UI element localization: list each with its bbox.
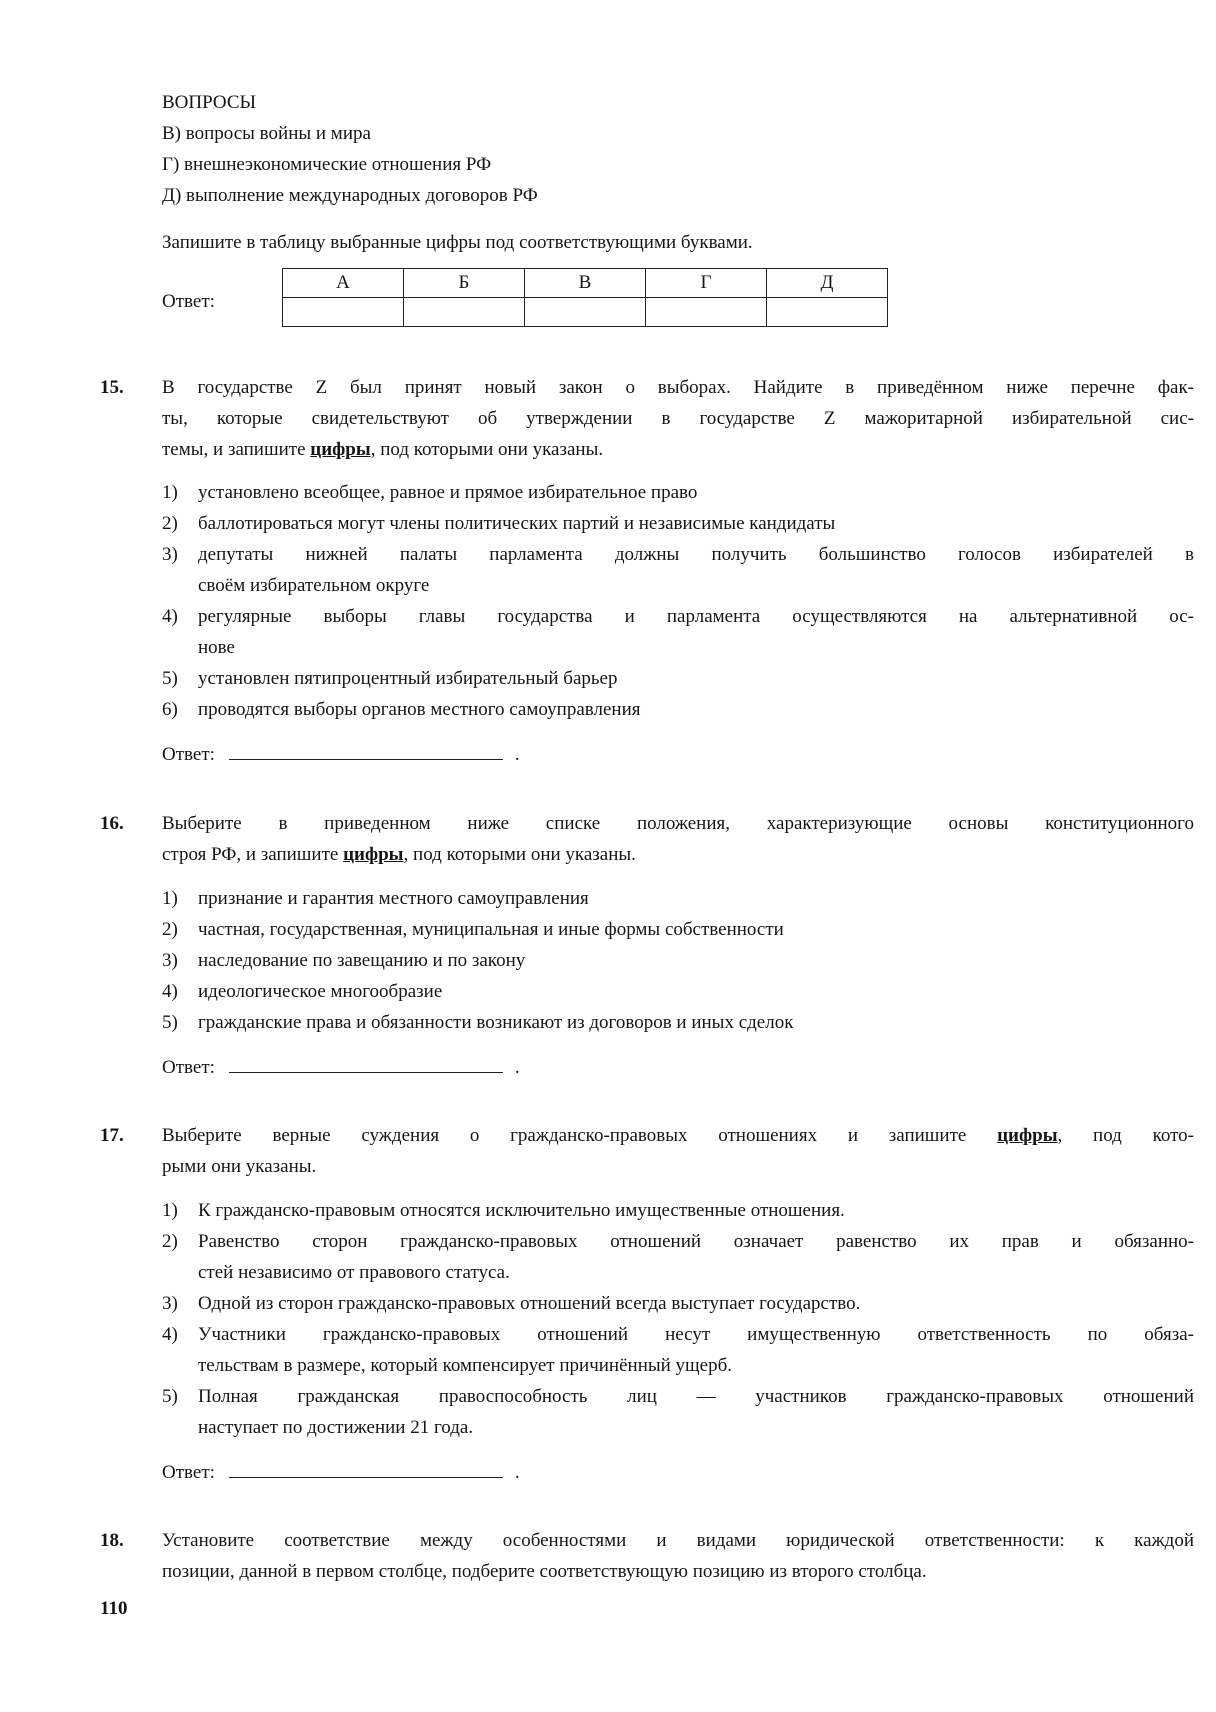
item-text-continued: тельствам в размере, который компенсирует причинённый ущерб. xyxy=(198,1355,733,1376)
question-text: В государстве Z был принят новый закон о выборах. Найдите в приведённом ниже перечне фак- xyxy=(162,377,1194,398)
answer-cell[interactable] xyxy=(404,298,525,327)
item-text: гражданские права и обязанности возникают из договоров и иных сделок xyxy=(198,1012,794,1033)
section-heading: ВОПРОСЫ xyxy=(162,92,257,113)
item-number: 1) xyxy=(162,888,178,909)
item-text-continued: наступает по достижении 21 года. xyxy=(198,1417,474,1438)
item-text: регулярные выборы главы государства и парламента осуществляются на альтернативной ос- xyxy=(198,606,1194,627)
item-text: Одной из сторон гражданско-правовых отношений всегда выступает государство. xyxy=(198,1293,861,1314)
item-number: 2) xyxy=(162,1231,178,1252)
answer-cell[interactable] xyxy=(283,298,404,327)
item-text: депутаты нижней палаты парламента должны получить большинство голосов избирателей в xyxy=(198,544,1194,565)
answer-label: Ответ: xyxy=(162,744,215,765)
answer-blank[interactable] xyxy=(229,1459,503,1478)
question-number: 16. xyxy=(100,813,124,834)
answer-cell[interactable] xyxy=(767,298,888,327)
item-text: К гражданско-правовым относятся исключительно имущественные отношения. xyxy=(198,1200,845,1221)
item-number: 4) xyxy=(162,981,178,1002)
answer-end: . xyxy=(514,744,520,765)
item-number: 3) xyxy=(162,544,178,565)
item-text: Равенство сторон гражданско-правовых отношений означает равенство их прав и обязанно- xyxy=(198,1231,1194,1252)
list-item xyxy=(162,1229,1194,1255)
item-number: 4) xyxy=(162,1324,178,1345)
question-number: 17. xyxy=(100,1125,124,1146)
item-number: 3) xyxy=(162,1293,178,1314)
item-text: наследование по завещанию и по закону xyxy=(198,950,526,971)
item-text-continued: стей независимо от правового статуса. xyxy=(198,1262,510,1283)
text-span: , под которыми они указаны. xyxy=(370,439,604,460)
answer-row xyxy=(162,741,520,768)
answer-end: . xyxy=(514,1462,520,1483)
question-number: 15. xyxy=(100,377,124,398)
list-item xyxy=(162,1198,845,1224)
emphasis-text: цифры xyxy=(310,439,371,460)
list-item xyxy=(162,666,617,692)
item-number: 1) xyxy=(162,1200,178,1221)
answer-row xyxy=(162,1054,520,1081)
table-header-cell: Г xyxy=(646,269,767,298)
question-text: ты, которые свидетельствуют об утверждении в государстве Z мажоритарной избирательной сис- xyxy=(162,408,1194,429)
item-text: проводятся выборы органов местного самоуправления xyxy=(198,699,641,720)
question-text: Выберите в приведенном ниже списке положения, характеризующие основы конституционного xyxy=(162,813,1194,834)
question-text xyxy=(162,437,603,463)
list-item xyxy=(162,1384,1194,1410)
item-number: 1) xyxy=(162,482,178,503)
list-item xyxy=(162,979,442,1005)
question-text: Установите соответствие между особенностями и видами юридической ответственности: к каждой xyxy=(162,1530,1194,1551)
answer-label: Ответ: xyxy=(162,1057,215,1078)
question-text: позиции, данной в первом столбце, подберите соответствующую позицию из второго столбца. xyxy=(162,1561,927,1582)
item-text: баллотироваться могут члены политических партий и независимые кандидаты xyxy=(198,513,836,534)
list-item: Д) выполнение международных договоров РФ xyxy=(162,185,538,206)
list-item xyxy=(162,1291,860,1317)
answer-end: . xyxy=(514,1057,520,1078)
table-header-cell: Б xyxy=(404,269,525,298)
question-text: рыми они указаны. xyxy=(162,1156,317,1177)
list-item: Г) внешнеэкономические отношения РФ xyxy=(162,154,492,175)
item-text: идеологическое многообразие xyxy=(198,981,443,1002)
list-item xyxy=(162,948,525,974)
list-item xyxy=(162,1322,1194,1348)
table-header-cell: В xyxy=(525,269,646,298)
item-text: Участники гражданско-правовых отношений несут имущественную ответственность по обяза- xyxy=(198,1324,1194,1345)
answer-blank[interactable] xyxy=(229,1054,503,1073)
answer-label: Ответ: xyxy=(162,291,215,312)
item-text-continued: своём избирательном округе xyxy=(198,575,430,596)
list-item xyxy=(162,604,1194,630)
item-text: Полная гражданская правоспособность лиц — участников гражданско-правовых отношений xyxy=(198,1386,1194,1407)
table-header-cell: А xyxy=(283,269,404,298)
emphasis-text: цифры xyxy=(343,844,404,865)
item-text: частная, государственная, муниципальная и иные формы собственности xyxy=(198,919,784,940)
item-number: 4) xyxy=(162,606,178,627)
answer-label: Ответ: xyxy=(162,1462,215,1483)
answer-table-input-row xyxy=(283,298,888,327)
item-text: установлен пятипроцентный избирательный барьер xyxy=(198,668,618,689)
item-number: 2) xyxy=(162,513,178,534)
text-span: темы, и запишите xyxy=(162,439,311,460)
list-item xyxy=(162,917,784,943)
list-item xyxy=(162,886,589,912)
item-number: 5) xyxy=(162,668,178,689)
item-number: 6) xyxy=(162,699,178,720)
question-text xyxy=(162,1123,1194,1149)
answer-blank[interactable] xyxy=(229,741,503,760)
item-text: установлено всеобщее, равное и прямое избирательное право xyxy=(198,482,698,503)
question-number: 18. xyxy=(100,1530,124,1551)
answer-cell[interactable] xyxy=(525,298,646,327)
item-number: 2) xyxy=(162,919,178,940)
answer-row xyxy=(162,1459,520,1486)
item-text: признание и гарантия местного самоуправления xyxy=(198,888,589,909)
list-item xyxy=(162,542,1194,568)
text-span: , под кото- xyxy=(1057,1125,1195,1146)
answer-cell[interactable] xyxy=(646,298,767,327)
text-span: , под которыми они указаны. xyxy=(403,844,636,865)
question-text xyxy=(162,842,636,868)
item-number: 5) xyxy=(162,1386,178,1407)
item-number: 3) xyxy=(162,950,178,971)
text-span: строя РФ, и запишите xyxy=(162,844,344,865)
list-item xyxy=(162,697,640,723)
list-item xyxy=(162,480,697,506)
answer-table-header-row xyxy=(283,269,888,298)
instruction-text: Запишите в таблицу выбранные цифры под соответствующими буквами. xyxy=(162,232,753,253)
emphasis-text: цифры xyxy=(997,1125,1058,1146)
list-item: В) вопросы войны и мира xyxy=(162,123,371,144)
list-item xyxy=(162,1010,793,1036)
item-number: 5) xyxy=(162,1012,178,1033)
text-span: Выберите верные суждения о гражданско-правовых отношениях и запишите xyxy=(162,1125,998,1146)
item-text-continued: нове xyxy=(198,637,235,658)
list-item xyxy=(162,511,835,537)
table-header-cell: Д xyxy=(767,269,888,298)
answer-table xyxy=(282,268,888,327)
page-number: 110 xyxy=(100,1598,128,1619)
